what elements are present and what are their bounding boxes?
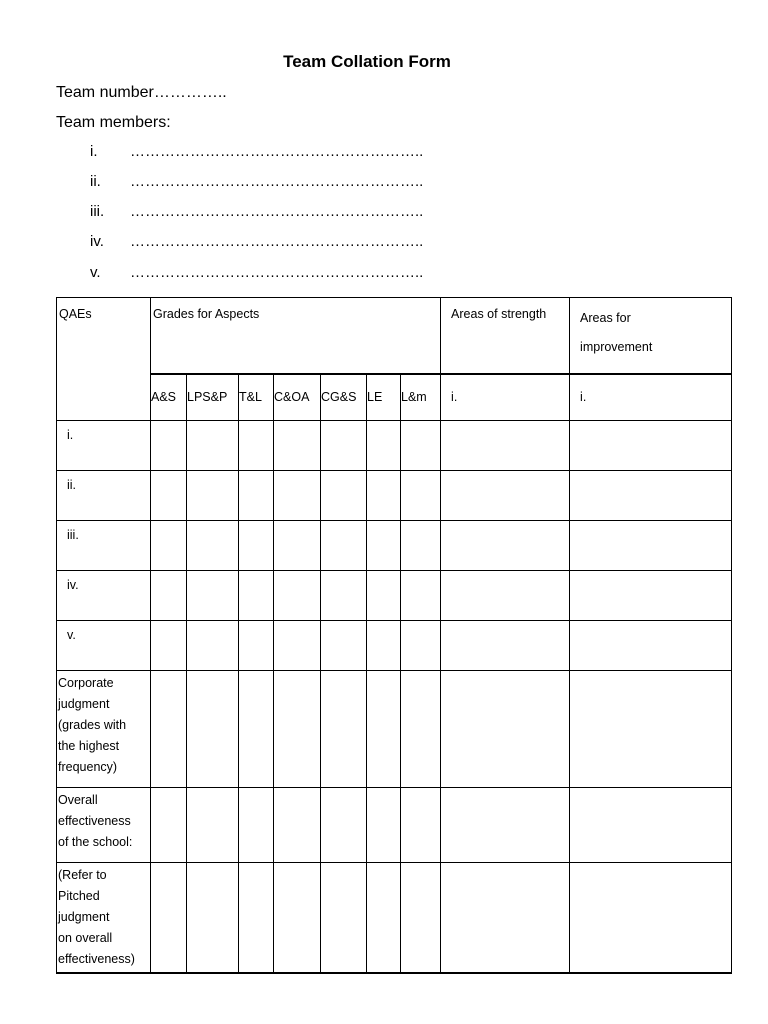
aspect-header: LPS&P [187, 374, 239, 421]
grade-cell[interactable] [187, 521, 239, 571]
grade-cell[interactable] [274, 571, 321, 621]
grade-cell[interactable] [274, 471, 321, 521]
table-row [57, 621, 732, 671]
improvement-item: i. [570, 374, 732, 421]
label-line: (Refer to [58, 868, 107, 882]
row-label: i. [57, 421, 151, 471]
team-members-label: Team members: [56, 114, 171, 131]
grade-cell[interactable] [367, 471, 401, 521]
grade-cell[interactable] [321, 471, 367, 521]
corporate-judgment-label [57, 671, 151, 788]
grade-cell[interactable] [401, 671, 441, 788]
row-label: iv. [57, 571, 151, 621]
member-blank: ………………………………………………….. [130, 203, 424, 220]
label-line: Overall [58, 793, 98, 807]
member-number: v. [90, 264, 101, 281]
strength-cell[interactable] [441, 671, 570, 788]
grade-cell[interactable] [367, 671, 401, 788]
member-number: i. [90, 143, 98, 160]
grade-cell[interactable] [367, 863, 401, 973]
grade-cell[interactable] [239, 471, 274, 521]
grade-cell[interactable] [401, 471, 441, 521]
label-line: on overall [58, 931, 113, 945]
grade-cell[interactable] [401, 788, 441, 863]
row-label: iii. [57, 521, 151, 571]
table-row [57, 863, 732, 973]
grade-cell[interactable] [367, 788, 401, 863]
label-line: frequency) [58, 760, 118, 774]
grade-cell[interactable] [367, 621, 401, 671]
grade-cell[interactable] [274, 621, 321, 671]
grade-cell[interactable] [274, 521, 321, 571]
grade-cell[interactable] [239, 521, 274, 571]
strength-item: i. [441, 374, 570, 421]
form-title: Team Collation Form [283, 52, 451, 71]
grade-cell[interactable] [321, 671, 367, 788]
grade-cell[interactable] [151, 471, 187, 521]
label-line: Pitched [58, 889, 100, 903]
improvement-cell[interactable] [570, 621, 732, 671]
grade-cell[interactable] [321, 421, 367, 471]
table-row [57, 521, 732, 571]
grade-cell[interactable] [321, 863, 367, 973]
grade-cell[interactable] [239, 788, 274, 863]
improvement-cell[interactable] [570, 521, 732, 571]
improvement-header-line1: Areas for [580, 311, 631, 325]
grade-cell[interactable] [367, 521, 401, 571]
strength-cell[interactable] [441, 863, 570, 973]
aspect-header: L&m [401, 374, 441, 421]
label-line: Corporate [58, 676, 114, 690]
table-row [57, 471, 732, 521]
aspect-header: CG&S [321, 374, 367, 421]
improvement-cell[interactable] [570, 788, 732, 863]
grade-cell[interactable] [367, 421, 401, 471]
grade-cell[interactable] [274, 863, 321, 973]
strength-cell[interactable] [441, 521, 570, 571]
improvement-header [570, 298, 732, 374]
label-line: the highest [58, 739, 120, 753]
improvement-cell[interactable] [570, 863, 732, 973]
grade-cell[interactable] [239, 621, 274, 671]
improvement-header-line2: improvement [580, 340, 653, 354]
grade-cell[interactable] [239, 863, 274, 973]
table-row [57, 788, 732, 863]
grade-cell[interactable] [401, 621, 441, 671]
table-row [57, 671, 732, 788]
table-row [57, 571, 732, 621]
grade-cell[interactable] [321, 788, 367, 863]
improvement-cell[interactable] [570, 421, 732, 471]
member-number: iv. [90, 233, 104, 250]
grade-cell[interactable] [187, 571, 239, 621]
label-line: (grades with [58, 718, 127, 732]
grades-header: Grades for Aspects [151, 298, 441, 374]
grade-cell[interactable] [187, 621, 239, 671]
member-number: iii. [90, 203, 105, 220]
row-label: v. [57, 621, 151, 671]
grade-cell[interactable] [151, 421, 187, 471]
member-number: ii. [90, 173, 101, 190]
qaes-header: QAEs [57, 298, 151, 421]
table-row [57, 421, 732, 471]
strength-cell[interactable] [441, 621, 570, 671]
grade-cell[interactable] [151, 571, 187, 621]
member-blank: ………………………………………………….. [130, 143, 424, 160]
collation-table [56, 297, 732, 974]
grade-cell[interactable] [367, 571, 401, 621]
grade-cell[interactable] [239, 421, 274, 471]
row-label: ii. [57, 471, 151, 521]
grade-cell[interactable] [187, 671, 239, 788]
refer-label [57, 863, 151, 973]
grade-cell[interactable] [321, 571, 367, 621]
improvement-cell[interactable] [570, 471, 732, 521]
member-blank: ………………………………………………….. [130, 264, 424, 281]
overall-effectiveness-label [57, 788, 151, 863]
aspect-header: LE [367, 374, 401, 421]
grade-cell[interactable] [187, 421, 239, 471]
grade-cell[interactable] [187, 863, 239, 973]
grade-cell[interactable] [187, 788, 239, 863]
grade-cell[interactable] [274, 671, 321, 788]
label-line: effectiveness) [58, 952, 135, 966]
grade-cell[interactable] [151, 521, 187, 571]
grade-cell[interactable] [401, 863, 441, 973]
member-blank: ………………………………………………….. [130, 173, 424, 190]
aspect-header: A&S [151, 374, 187, 421]
grade-cell[interactable] [239, 671, 274, 788]
grade-cell[interactable] [151, 671, 187, 788]
strength-cell[interactable] [441, 788, 570, 863]
grade-cell[interactable] [187, 471, 239, 521]
grade-cell[interactable] [274, 788, 321, 863]
grade-cell[interactable] [401, 421, 441, 471]
grade-cell[interactable] [274, 421, 321, 471]
strength-cell[interactable] [441, 471, 570, 521]
grade-cell[interactable] [239, 571, 274, 621]
grade-cell[interactable] [401, 571, 441, 621]
grade-cell[interactable] [321, 521, 367, 571]
aspect-header: C&OA [274, 374, 321, 421]
member-blank: ………………………………………………….. [130, 233, 424, 250]
strength-header: Areas of strength [441, 298, 570, 374]
improvement-cell[interactable] [570, 571, 732, 621]
grade-cell[interactable] [151, 788, 187, 863]
strength-cell[interactable] [441, 571, 570, 621]
label-line: judgment [58, 697, 110, 711]
grade-cell[interactable] [401, 521, 441, 571]
strength-cell[interactable] [441, 421, 570, 471]
label-line: effectiveness [58, 814, 131, 828]
label-line: of the school: [58, 835, 133, 849]
grade-cell[interactable] [151, 863, 187, 973]
aspect-header: T&L [239, 374, 274, 421]
grade-cell[interactable] [151, 621, 187, 671]
grade-cell[interactable] [321, 621, 367, 671]
improvement-cell[interactable] [570, 671, 732, 788]
team-number-field: Team number………….. [56, 84, 227, 101]
label-line: judgment [58, 910, 110, 924]
